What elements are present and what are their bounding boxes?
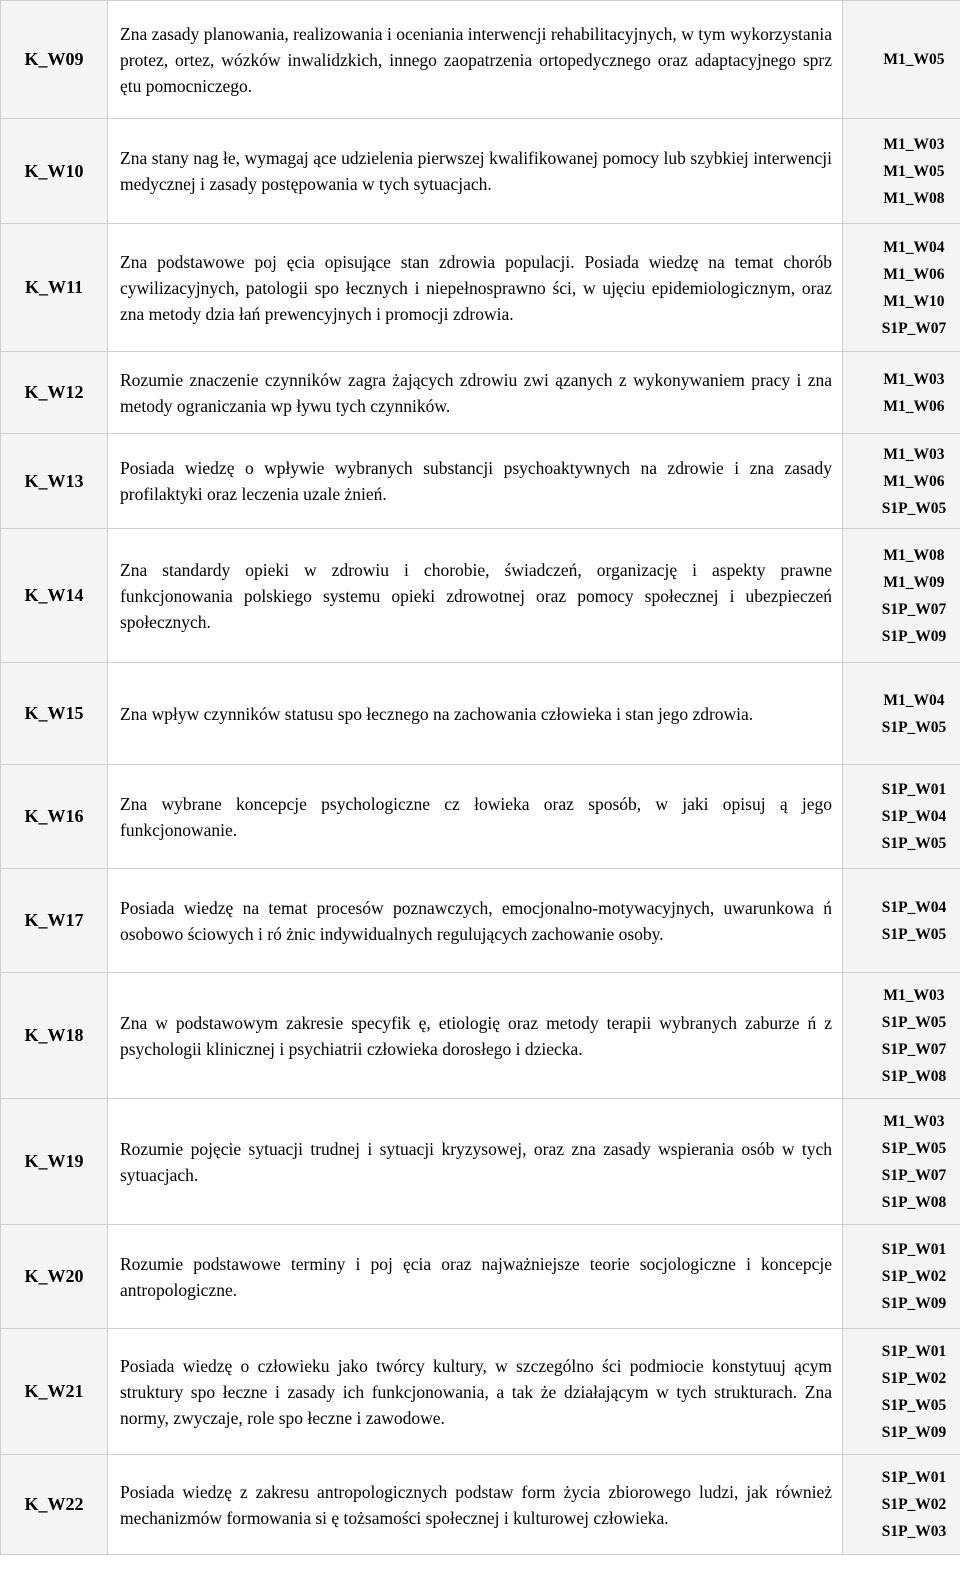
reference-code: S1P_W04 [881, 898, 947, 916]
outcome-references [843, 973, 960, 1099]
reference-code: S1P_W05 [881, 718, 947, 736]
outcome-references [843, 1, 960, 119]
outcome-code: K_W16 [1, 765, 108, 869]
reference-code: M1_W05 [883, 162, 945, 180]
reference-code: S1P_W04 [881, 808, 947, 825]
outcome-references [843, 434, 960, 529]
reference-code: S1P_W05 [881, 1139, 947, 1157]
table-row [1, 1, 960, 119]
reference-code: S1P_W01 [881, 781, 947, 798]
table-row [1, 973, 960, 1099]
table-row [1, 224, 960, 352]
table-row [1, 529, 960, 663]
outcome-code: K_W18 [1, 973, 108, 1099]
outcome-code: K_W17 [1, 869, 108, 973]
reference-code: S1P_W07 [881, 600, 947, 618]
reference-code: S1P_W01 [881, 1469, 947, 1486]
reference-code: S1P_W02 [881, 1369, 947, 1387]
outcome-description: Posiada wiedzę o człowieku jako twórcy kultury, w szczególno ści podmiocie konstytuuj ącym struktury spo łeczne i zasady ich funkcjonowania, a tak że działającym w tych strukturach. Zna normy, zwyczaje, role spo łeczne i zawodowe. [108, 1329, 843, 1455]
outcome-references [843, 1455, 960, 1555]
outcome-code: K_W13 [1, 434, 108, 529]
reference-code: S1P_W09 [881, 1295, 947, 1312]
outcome-code: K_W14 [1, 529, 108, 663]
outcome-code: K_W21 [1, 1329, 108, 1455]
reference-code: S1P_W05 [881, 925, 947, 943]
reference-code: S1P_W05 [881, 835, 947, 852]
table-row [1, 765, 960, 869]
table-row [1, 434, 960, 529]
reference-code: M1_W03 [883, 986, 945, 1004]
outcome-description: Zna stany nag łe, wymagaj ące udzielenia pierwszej kwalifikowanej pomocy lub szybkiej interwencji medycznej i zasady postępowania w tych sytuacjach. [108, 119, 843, 224]
reference-code: S1P_W02 [881, 1496, 947, 1513]
table-row [1, 869, 960, 973]
reference-code: M1_W06 [883, 265, 945, 283]
table-row [1, 1225, 960, 1329]
reference-code: M1_W06 [883, 397, 945, 415]
reference-code: M1_W03 [883, 370, 945, 388]
outcome-code: K_W19 [1, 1099, 108, 1225]
outcome-description: Posiada wiedzę na temat procesów poznawczych, emocjonalno-motywacyjnych, uwarunkowa ń osobowo ściowych i ró żnic indywidualnych regulujących zachowanie osoby. [108, 869, 843, 973]
outcome-references [843, 869, 960, 973]
reference-code: M1_W05 [883, 51, 945, 68]
reference-code: M1_W03 [883, 445, 945, 463]
outcome-code: K_W09 [1, 1, 108, 119]
outcome-references [843, 119, 960, 224]
reference-code: M1_W08 [883, 546, 945, 564]
table-body [1, 1, 960, 1555]
outcome-description: Zna zasady planowania, realizowania i oceniania interwencji rehabilitacyjnych, w tym wykorzystania protez, ortez, wózków inwalidzkich, innego zaopatrzenia ortopedycznego oraz adaptacyjnego sprz ętu pomocniczego. [108, 1, 843, 119]
reference-code: M1_W06 [883, 472, 945, 490]
reference-code: S1P_W08 [881, 1067, 947, 1085]
reference-code: M1_W10 [883, 292, 945, 310]
outcome-references [843, 352, 960, 434]
outcome-description: Zna w podstawowym zakresie specyfik ę, etiologię oraz metody terapii wybranych zaburze ń z psychologii klinicznej i psychiatrii człowieka dorosłego i dziecka. [108, 973, 843, 1099]
reference-code: S1P_W01 [881, 1342, 947, 1360]
outcome-references [843, 663, 960, 765]
table-row [1, 119, 960, 224]
reference-code: S1P_W07 [881, 1040, 947, 1058]
table-row [1, 352, 960, 434]
outcome-description: Rozumie znaczenie czynników zagra żających zdrowiu zwi ązanych z wykonywaniem pracy i zna metody ograniczania wp ływu tych czynników. [108, 352, 843, 434]
outcome-references [843, 529, 960, 663]
reference-code: M1_W04 [883, 691, 945, 709]
outcome-references [843, 1329, 960, 1455]
reference-code: S1P_W05 [881, 1013, 947, 1031]
reference-code: S1P_W09 [881, 627, 947, 645]
reference-code: S1P_W07 [881, 1166, 947, 1184]
outcome-description: Zna wybrane koncepcje psychologiczne cz łowieka oraz sposób, w jaki opisuj ą jego funkcjonowanie. [108, 765, 843, 869]
reference-code: S1P_W05 [881, 499, 947, 517]
outcome-description: Zna wpływ czynników statusu spo łecznego na zachowania człowieka i stan jego zdrowia. [108, 663, 843, 765]
outcome-code: K_W11 [1, 224, 108, 352]
outcome-description: Rozumie pojęcie sytuacji trudnej i sytuacji kryzysowej, oraz zna zasady wspierania osób w tych sytuacjach. [108, 1099, 843, 1225]
outcome-code: K_W15 [1, 663, 108, 765]
outcome-code: K_W20 [1, 1225, 108, 1329]
outcome-references [843, 224, 960, 352]
outcome-code: K_W22 [1, 1455, 108, 1555]
table-row [1, 1455, 960, 1555]
reference-code: S1P_W03 [881, 1523, 947, 1540]
reference-code: M1_W03 [883, 1112, 945, 1130]
outcome-description: Posiada wiedzę o wpływie wybranych substancji psychoaktywnych na zdrowie i zna zasady profilaktyki oraz leczenia uzale żnień. [108, 434, 843, 529]
reference-code: S1P_W02 [881, 1268, 947, 1285]
outcome-description: Zna standardy opieki w zdrowiu i chorobie, świadczeń, organizację i aspekty prawne funkcjonowania polskiego systemu opieki zdrowotnej oraz pomocy społecznej i ubezpieczeń społecznych. [108, 529, 843, 663]
reference-code: S1P_W07 [881, 319, 947, 337]
reference-code: S1P_W01 [881, 1241, 947, 1258]
reference-code: M1_W09 [883, 573, 945, 591]
reference-code: S1P_W09 [881, 1423, 947, 1441]
outcome-references [843, 1099, 960, 1225]
outcome-code: K_W10 [1, 119, 108, 224]
reference-code: S1P_W08 [881, 1193, 947, 1211]
outcome-references [843, 765, 960, 869]
outcome-references [843, 1225, 960, 1329]
outcome-description: Rozumie podstawowe terminy i poj ęcia oraz najważniejsze teorie socjologiczne i koncepcje antropologiczne. [108, 1225, 843, 1329]
table-row [1, 1329, 960, 1455]
reference-code: M1_W03 [883, 135, 945, 153]
reference-code: M1_W04 [883, 238, 945, 256]
outcome-description: Zna podstawowe poj ęcia opisujące stan zdrowia populacji. Posiada wiedzę na temat chorób cywilizacyjnych, patologii spo łecznych i niepełnosprawno ści, w ujęciu epidemiologicznym, oraz zna metody dzia łań prewencyjnych i promocji zdrowia. [108, 224, 843, 352]
outcome-description: Posiada wiedzę z zakresu antropologicznych podstaw form życia zbiorowego ludzi, jak również mechanizmów formowania si ę tożsamości społecznej i kulturowej człowieka. [108, 1455, 843, 1555]
table-row [1, 663, 960, 765]
reference-code: S1P_W05 [881, 1396, 947, 1414]
table-row [1, 1099, 960, 1225]
outcome-code: K_W12 [1, 352, 108, 434]
reference-code: M1_W08 [883, 189, 945, 207]
